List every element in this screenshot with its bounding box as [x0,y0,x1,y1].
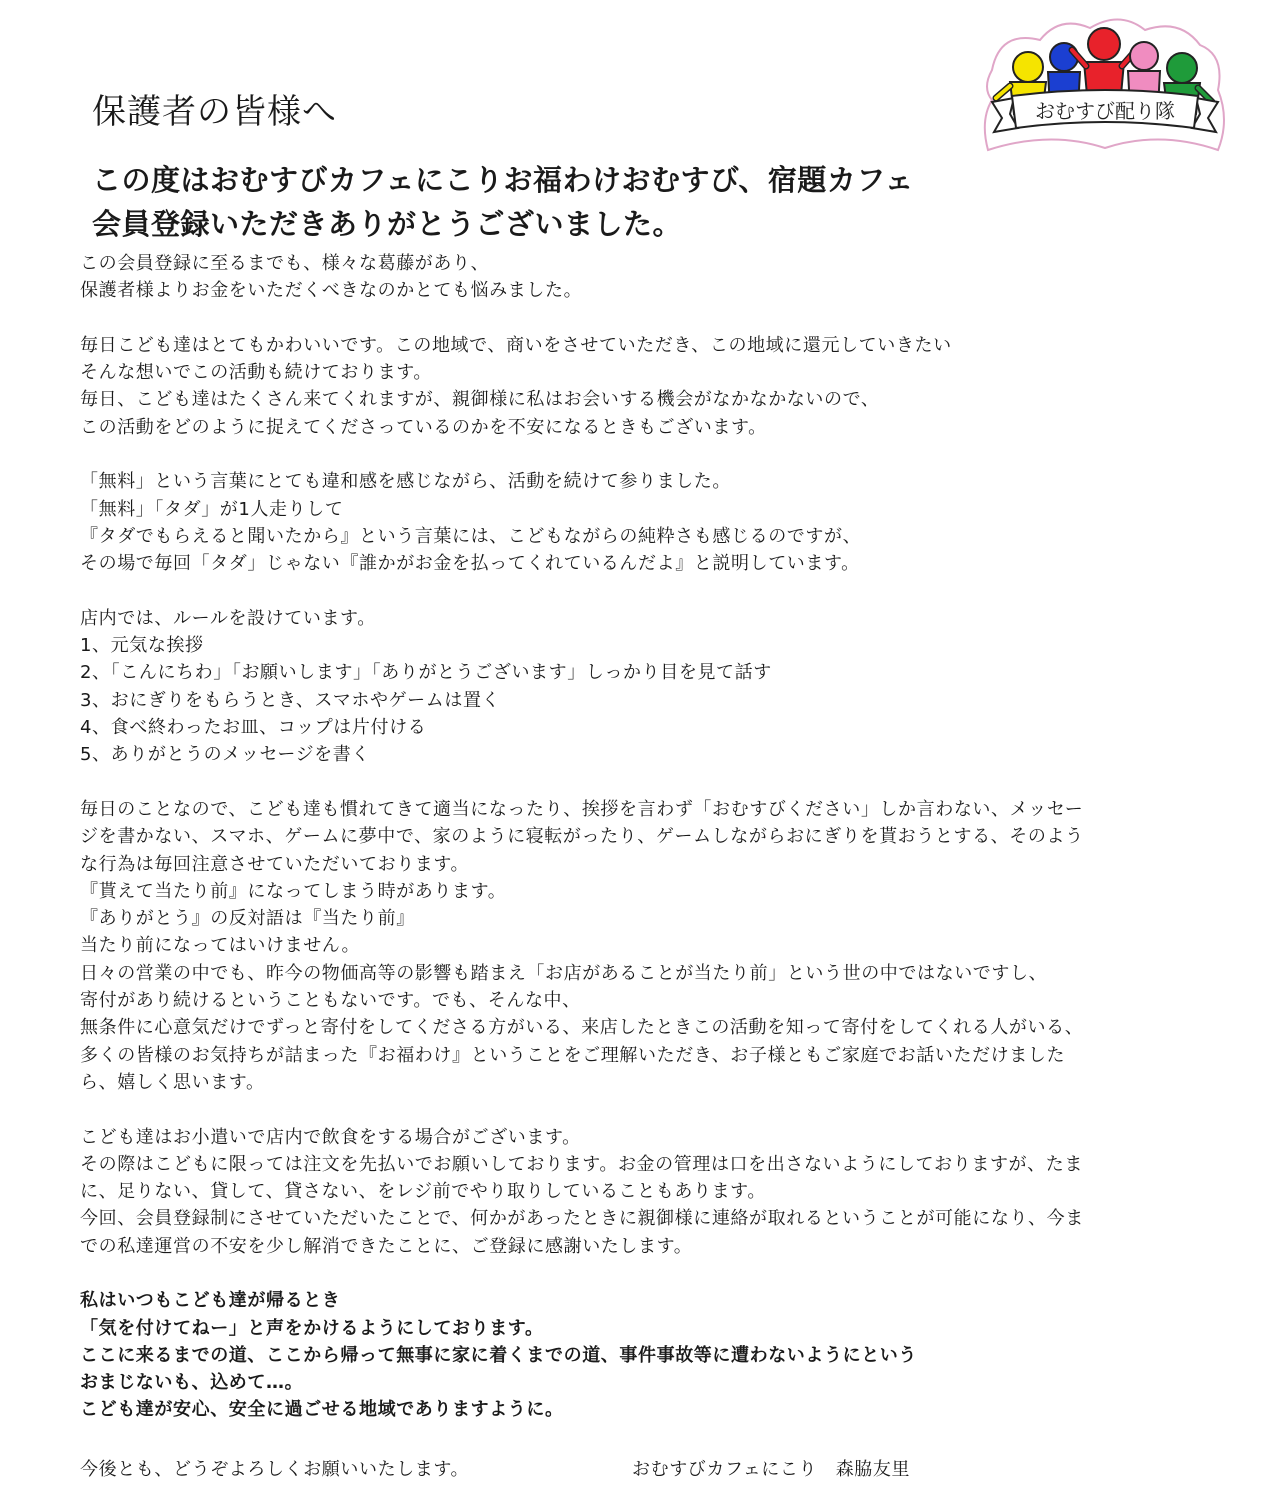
headline-line-2: 会員登録いただきありがとうございました。 [92,207,683,241]
paragraph-line: この会員登録に至るまでも、様々な葛藤があり、 [80,253,490,274]
paragraph-line: その場で毎回「タダ」じゃない『誰かがお金を払ってくれているんだよ』と説明しています。 [80,553,860,575]
paragraph-line: 無条件に心意気だけでずっと寄付をしてくださる方がいる、来店したときこの活動を知って寄付をしてくれる人がいる、 [80,1017,1084,1039]
paragraph [80,468,1190,577]
paragraph-line: 「気を付けてねー」と声をかけるようにしております。 [80,1317,544,1339]
paragraph-line: での私達運営の不安を少し解消できたことに、ご登録に感謝いたします。 [80,1235,693,1257]
paragraph-line: 1、元気な挨拶 [80,635,204,657]
paragraph-line: そんな想いでこの活動も続けております。 [80,362,432,384]
paragraph-line: 私はいつもこども達が帰るとき [80,1290,341,1312]
paragraph-line: ここに来るまでの道、ここから帰って無事に家に着くまでの道、事件事故等に遭わないようにという [80,1344,917,1366]
paragraph-line: 2、「こんにちわ」「お願いします」「ありがとうございます」しっかり目を見て話す [80,662,772,684]
letter-body [80,250,1190,1451]
closing-text: 今後とも、どうぞよろしくお願いいたします。 [80,1459,470,1480]
paragraph-line: 保護者様よりお金をいただくべきなのかとても悩みました。 [80,280,583,302]
paragraph-line: 4、食べ終わったお皿、コップは片付ける [80,717,427,739]
paragraph [80,796,1190,1096]
signature: おむすびカフェにこり 森脇友里 [632,1459,911,1480]
paragraph-line: 『貰えて当たり前』になってしまう時があります。 [80,880,507,902]
paragraph-line: 今回、会員登録制にさせていただいたことで、何かがあったときに親御様に連絡が取れるということが可能になり、今ま [80,1208,1084,1230]
paragraph-line: 『ありがとう』の反対語は『当たり前』 [80,908,415,930]
paragraph-line: 寄付があり続けるということもないです。でも、そんな中、 [80,990,581,1012]
paragraph-line: ジを書かない、スマホ、ゲームに夢中で、家のように寝転がったり、ゲームしながらおにぎりを貰おうとする、そのよう [80,826,1084,848]
paragraph-line: 「無料」という言葉にとても違和感を感じながら、活動を続けて参りました。 [80,471,731,493]
logo-text: おむすび配り隊 [1035,99,1175,123]
paragraph-line: 毎日、こども達はたくさん来てくれますが、親御様に私はお会いする機会がなかなかないので、 [80,389,880,411]
paragraph-line: 日々の営業の中でも、昨今の物価高等の影響も踏まえ「お店があることが当たり前」という世の中ではないですし、 [80,962,1048,984]
paragraph-line: 店内では、ルールを設けています。 [80,607,376,629]
omusubi-kubaritai-logo [980,10,1230,158]
paragraph-line: 毎日のことなので、こども達も慣れてきて適当になったり、挨拶を言わず「おむすびください」しか言わない、メッセー [80,798,1084,820]
paragraph-line: に、足りない、貸して、貸さない、をレジ前でやり取りしていることもあります。 [80,1181,766,1203]
closing [80,1455,1190,1481]
paragraph-line: こども達はお小遣いで店内で飲食をする場合がございます。 [80,1126,581,1148]
paragraph-line: な行為は毎回注意させていただいております。 [80,853,470,875]
paragraph-line: 「無料」「タダ」が1人走りして [80,498,344,520]
paragraph-line: 多くの皆様のお気持ちが詰まった『お福わけ』ということをご理解いただき、お子様ともご家庭でお話いただけました [80,1044,1066,1066]
paragraph-line: こども達が安心、安全に過ごせる地域でありますように。 [80,1399,564,1421]
paragraph-line: おまじないも、込めて…。 [80,1372,304,1394]
paragraph-line: 『タダでもらえると聞いたから』という言葉には、こどもながらの純粋さも感じるのですが、 [80,525,862,547]
paragraph-line: この活動をどのように捉えてくださっているのかを不安になるときもございます。 [80,416,767,438]
paragraph-line: その際はこどもに限っては注文を先払いでお願いしております。お金の管理は口を出さないようにしておりますが、たま [80,1153,1083,1175]
paragraph [80,1287,1190,1423]
paragraph [80,332,1190,441]
paragraph [80,1124,1190,1260]
headline [92,158,914,246]
paragraph-line: 5、ありがとうのメッセージを書く [80,744,370,766]
paragraph-line: 当たり前になってはいけません。 [80,935,361,957]
paragraph [80,250,1190,305]
paragraph [80,605,1190,769]
headline-line-1: この度はおむすびカフェにこりお福わけおむすび、宿題カフェ [92,163,914,197]
paragraph-line: 3、おにぎりをもらうとき、スマホやゲームは置く [80,689,501,711]
paragraph-line: 毎日こども達はとてもかわいいです。この地域で、商いをさせていただき、この地域に還元していきたい [80,334,952,356]
greeting-heading: 保護者の皆様へ [92,92,337,132]
paragraph-line: ら、嬉しく思います。 [80,1071,265,1093]
